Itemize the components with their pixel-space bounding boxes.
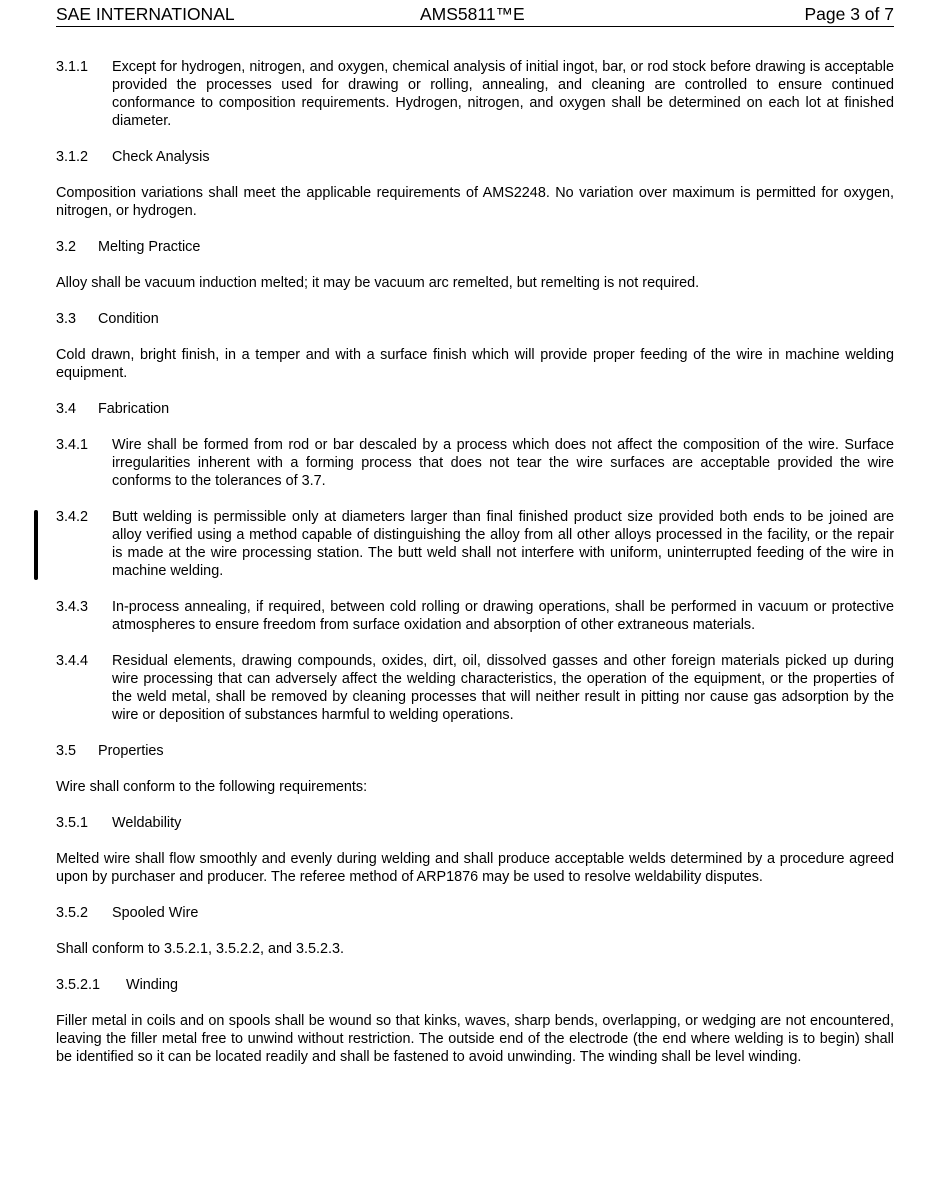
revision-change-bar xyxy=(34,510,38,580)
section-title: Condition xyxy=(98,311,159,327)
section-3-3-body: Cold drawn, bright finish, in a temper and with a surface finish which will provide proper feeding of the wire in machine welding equipment. xyxy=(56,347,894,381)
section-3-1-1 xyxy=(56,58,894,130)
section-3-5-1-body: Melted wire shall flow smoothly and evenly during welding and shall produce acceptable welds determined by a procedure agreed upon by purchaser and producer. The referee method of ARP1876 may be used to resolve weldability disputes. xyxy=(56,851,894,885)
section-number: 3.5.2 xyxy=(56,905,89,921)
page-header xyxy=(56,4,894,27)
section-text: Wire shall be formed from rod or bar descaled by a process which does not affect the composition of the wire. Surface irregularities inherent with a forming process that does not tear the wire surfaces are acceptable provided the wire conforms to the tolerances of 3.7. xyxy=(112,437,894,489)
header-org: SAE INTERNATIONAL xyxy=(56,4,235,24)
header-doc-id: AMS5811™E xyxy=(420,4,525,24)
section-3-5-1-heading xyxy=(56,814,894,832)
section-3-4-heading xyxy=(56,400,894,418)
section-number: 3.5.2.1 xyxy=(56,977,101,993)
section-number: 3.4.1 xyxy=(56,437,89,453)
section-text: Except for hydrogen, nitrogen, and oxygen, chemical analysis of initial ingot, bar, or rod stock before drawing is acceptable provided the processes used for drawing or rolling, annealing, and cleaning are controlled to ensure continued conformance to composition requirements. Hydrogen, nitrogen, and oxygen shall be determined on each lot at finished diameter. xyxy=(112,59,894,129)
section-3-3-heading xyxy=(56,310,894,328)
section-3-1-2-body: Composition variations shall meet the applicable requirements of AMS2248. No variation over maximum is permitted for oxygen, nitrogen, or hydrogen. xyxy=(56,185,894,219)
section-number: 3.5.1 xyxy=(56,815,89,831)
section-3-4-4 xyxy=(56,652,894,724)
section-number: 3.4.3 xyxy=(56,599,89,615)
section-number: 3.2 xyxy=(56,239,77,255)
section-3-5-body: Wire shall conform to the following requirements: xyxy=(56,779,368,795)
section-3-2-heading xyxy=(56,238,894,256)
section-3-5-2-heading xyxy=(56,904,894,922)
section-3-4-3 xyxy=(56,598,894,634)
section-3-4-2 xyxy=(56,508,894,580)
section-number: 3.4.2 xyxy=(56,509,89,525)
section-number: 3.4.4 xyxy=(56,653,89,669)
header-page-number: Page 3 of 7 xyxy=(804,4,894,24)
section-number: 3.1.2 xyxy=(56,149,89,165)
section-text: Residual elements, drawing compounds, oxides, dirt, oil, dissolved gasses and other foreign materials picked up during wire processing that can adversely affect the welding characteristics, the operation of the equipment, or the properties of the weld metal, shall be removed by cleaning processes that will neither result in pitting nor cause gas adsorption by the wire or deposition of substances harmful to welding operations. xyxy=(112,653,894,723)
section-title: Check Analysis xyxy=(112,149,210,165)
section-number: 3.4 xyxy=(56,401,77,417)
section-title: Weldability xyxy=(112,815,182,831)
section-number: 3.5 xyxy=(56,743,77,759)
section-title: Properties xyxy=(98,743,164,759)
section-3-2-body: Alloy shall be vacuum induction melted; it may be vacuum arc remelted, but remelting is not required. xyxy=(56,275,700,291)
section-title: Melting Practice xyxy=(98,239,201,255)
section-3-5-2-1-heading xyxy=(56,976,894,994)
section-3-5-2-1-body: Filler metal in coils and on spools shall be wound so that kinks, waves, sharp bends, overlapping, or wedging are not encountered, leaving the filler metal free to unwind without restriction. The outside end of the electrode (the end where welding is to begin) shall be identified so it can be located readily and shall be fastened to avoid unwinding. The winding shall be level winding. xyxy=(56,1013,894,1065)
section-3-5-2-body: Shall conform to 3.5.2.1, 3.5.2.2, and 3.5.2.3. xyxy=(56,941,345,957)
section-title: Fabrication xyxy=(98,401,170,417)
section-title: Spooled Wire xyxy=(112,905,199,921)
document-body xyxy=(56,58,894,1084)
section-text: In-process annealing, if required, between cold rolling or drawing operations, shall be performed in vacuum or protective atmospheres to ensure freedom from surface oxidation and absorption of other extraneous materials. xyxy=(112,599,894,633)
section-title: Winding xyxy=(126,977,178,993)
section-number: 3.1.1 xyxy=(56,59,89,75)
section-3-1-2-heading xyxy=(56,148,894,166)
section-text: Butt welding is permissible only at diameters larger than final finished product size provided both ends to be joined are alloy verified using a method capable of distinguishing the alloy from all other alloys processed in the facility, or the repair is made at the wire processing station. The butt weld shall not interfere with uniform, uninterrupted feeding of the wire in machine welding. xyxy=(112,509,894,579)
section-number: 3.3 xyxy=(56,311,77,327)
section-3-4-1 xyxy=(56,436,894,490)
section-3-5-heading xyxy=(56,742,894,760)
